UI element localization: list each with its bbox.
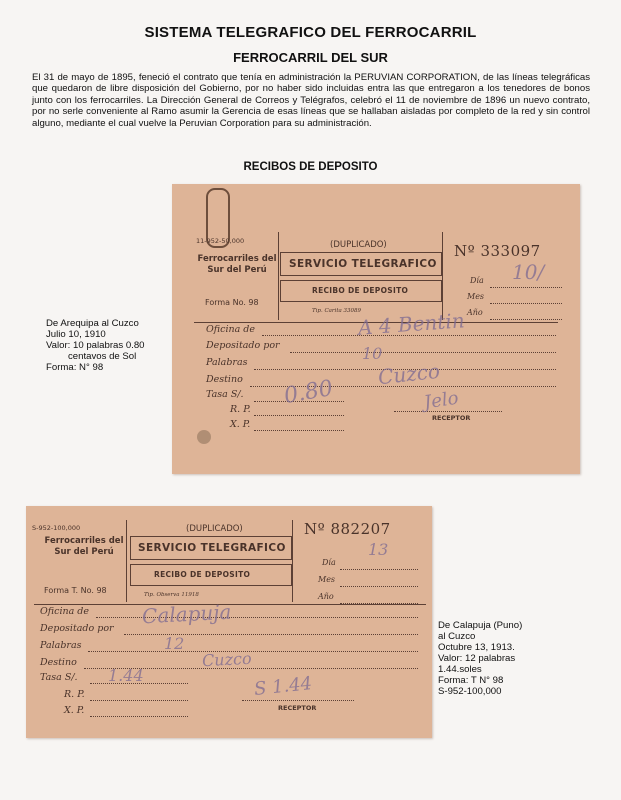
- company-name: [40, 536, 128, 558]
- caption-line: Forma: N° 98: [46, 362, 104, 373]
- duplicado-label: (DUPLICADO): [186, 524, 243, 534]
- dia-label: Día: [470, 276, 484, 285]
- handwritten-words: 12: [164, 634, 185, 653]
- depositado-line: [290, 352, 556, 353]
- xp-line: [254, 430, 344, 431]
- recibo-de-deposito-label: RECIBO DE DEPOSITO: [312, 286, 409, 295]
- destino-label: Destino: [206, 374, 243, 385]
- card-serial: 11-952-50,000: [196, 237, 245, 245]
- mes-label: Mes: [318, 575, 336, 584]
- depositado-label: Depositado por: [206, 340, 280, 351]
- company-line: Ferrocarriles del: [197, 254, 277, 264]
- caption-line: De Arequipa al Cuzco: [46, 318, 139, 329]
- destino-label: Destino: [40, 657, 77, 668]
- form-number: Forma No. 98: [205, 298, 259, 307]
- caption-line: Valor: 12 palabras: [438, 653, 516, 664]
- caption-line: 1.44.soles: [438, 664, 482, 675]
- xp-line: [90, 716, 188, 717]
- rp-line: [254, 415, 344, 416]
- company-line: Ferrocarriles del: [44, 536, 124, 546]
- dia-label: Día: [322, 558, 336, 567]
- oficina-label: Oficina de: [40, 606, 89, 617]
- telegraph-receipt-card-1: [172, 184, 580, 474]
- dia-line: [490, 287, 562, 288]
- handwritten-destination: Cuzco: [201, 648, 253, 671]
- ano-label: Año: [467, 308, 483, 317]
- caption-line: Octubre 13, 1913.: [438, 642, 515, 653]
- palabras-line: [88, 651, 418, 652]
- caption-line: centavos de Sol: [68, 351, 137, 362]
- recibo-de-deposito-label: RECIBO DE DEPOSITO: [154, 570, 251, 579]
- caption-line: De Calapuja (Puno): [438, 620, 523, 631]
- xp-label: X. P.: [64, 705, 85, 716]
- caption-line: Julio 10, 1910: [46, 329, 106, 340]
- ano-label: Año: [318, 592, 334, 601]
- depositado-label: Depositado por: [40, 623, 114, 634]
- company-line: Sur del Perú: [207, 265, 267, 275]
- ano-line: [490, 319, 562, 320]
- receptor-line: [242, 700, 354, 701]
- servicio-telegrafico-label: SERVICIO TELEGRAFICO: [138, 542, 286, 554]
- card-serial: S-952-100,000: [32, 524, 81, 532]
- form-number: Forma T. No. 98: [44, 586, 107, 595]
- divider: [126, 520, 127, 602]
- handwritten-words: 10: [362, 344, 383, 363]
- rp-label: R. P.: [64, 689, 85, 700]
- handwritten-fee: 1.44: [108, 666, 144, 685]
- caption-card-2: [438, 620, 522, 697]
- receipt-number: Nº 882207: [304, 520, 391, 538]
- oficina-label: Oficina de: [206, 324, 255, 335]
- caption-line: Valor: 10 palabras 0.80: [46, 340, 145, 351]
- intro-paragraph: El 31 de mayo de 1895, feneció el contrato que tenía en administración la PERUVIAN CORPORATION, de las líneas telegráficas que quedaron de libre disposición del Gobierno, por no haber sido incluidas entra las que entregaron a los tenedores de bonos junto con los ferrocarriles. La Dirección General de Correos y Telégrafos, celebró el 11 de noviembre de 1896 un nuevo contrato, por no serle conveniente al Ramo asumir la Gerencia de esas líneas que se hallaban aisladas por completo de la red y sin control alguno, mediante el cual vuelve la Peruvian Corporation para su administración.: [32, 72, 590, 129]
- handwritten-signature: Jelo: [422, 387, 460, 414]
- divider: [292, 520, 293, 602]
- caption-line: S-952-100,000: [438, 686, 502, 697]
- servicio-telegrafico-label: SERVICIO TELEGRAFICO: [289, 258, 437, 270]
- handwritten-day: 13: [368, 540, 389, 559]
- handwritten-signature: S 1.44: [253, 673, 314, 700]
- tasa-label: Tasa S/.: [206, 389, 244, 400]
- company-name: [192, 254, 282, 276]
- mes-label: Mes: [467, 292, 485, 301]
- handwritten-office: Calapuja: [141, 599, 232, 629]
- divider: [278, 232, 279, 320]
- handwritten-day: 10/: [512, 260, 545, 284]
- caption-card-1: [46, 318, 145, 373]
- receptor-line: [394, 411, 502, 412]
- receptor-label: RECEPTOR: [278, 704, 317, 712]
- handwritten-fee: 0.80: [282, 375, 335, 410]
- mes-line: [490, 303, 562, 304]
- duplicado-label: (DUPLICADO): [330, 240, 387, 250]
- dia-line: [340, 569, 418, 570]
- divider: [442, 232, 443, 320]
- rp-line: [90, 700, 188, 701]
- xp-label: X. P.: [230, 419, 251, 430]
- caption-line: al Cuzco: [438, 631, 476, 642]
- telegraph-receipt-card-2: [26, 506, 432, 738]
- hole-punch: [197, 430, 211, 444]
- printer-imprint: Tip. Carita 33089: [312, 308, 362, 314]
- receipt-number: Nº 333097: [454, 242, 541, 260]
- handwritten-office: A 4 Bentin: [357, 308, 466, 340]
- printer-imprint: Tip. Observa 11918: [144, 592, 199, 598]
- rp-label: R. P.: [230, 404, 251, 415]
- palabras-label: Palabras: [206, 357, 248, 368]
- tasa-label: Tasa S/.: [40, 672, 78, 683]
- company-line: Sur del Perú: [54, 547, 114, 557]
- mes-line: [340, 586, 418, 587]
- page-title: SISTEMA TELEGRAFICO DEL FERROCARRIL: [144, 24, 477, 41]
- caption-line: Forma: T N° 98: [438, 675, 504, 686]
- handwritten-destination: Cuzco: [376, 358, 442, 390]
- section-heading: RECIBOS DE DEPOSITO: [243, 161, 378, 173]
- receptor-label: RECEPTOR: [432, 414, 471, 422]
- palabras-label: Palabras: [40, 640, 82, 651]
- page-subtitle: FERROCARRIL DEL SUR: [233, 50, 388, 65]
